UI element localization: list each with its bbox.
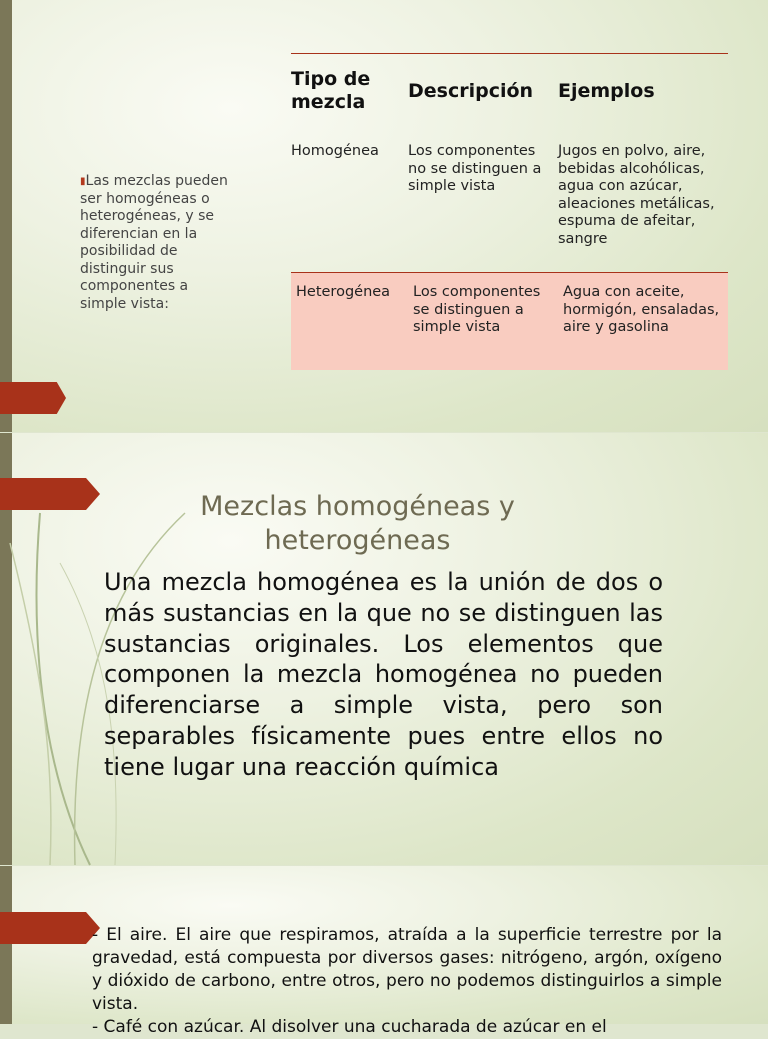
cell-row2-tipo: Heterogénea <box>296 284 391 300</box>
header-ejemplos: Ejemplos <box>558 80 655 102</box>
cell-row2-descripcion: Los componentes se distinguen a simple vista <box>413 284 541 336</box>
header-tipo: Tipo de mezcla <box>291 68 371 113</box>
cell-row1-tipo: Homogénea <box>291 143 379 159</box>
slide-3 <box>0 866 768 1037</box>
slide-body: Una mezcla homogénea es la unión de dos o más sustancias en la que no se distinguen las sustancias originales. Los elementos que componen la mezcla homogénea no pueden diferenciarse a simple vista, pero son separables físicamente pues entre ellos no tiene lugar una reacción química <box>104 568 663 781</box>
left-bar <box>0 866 12 1024</box>
left-bar <box>0 0 12 432</box>
example-cafe: - Café con azúcar. Al disolver una cucharada de azúcar en el <box>92 1017 607 1037</box>
slide-tag <box>0 382 66 414</box>
table-top-border <box>291 53 728 54</box>
slide-1 <box>0 0 768 432</box>
cell-row2-ejemplos: Agua con aceite, hormigón, ensaladas, aire y gasolina <box>563 284 720 336</box>
slide-2 <box>0 433 768 865</box>
cell-row1-descripcion: Los componentes no se distinguen a simple vista <box>408 143 542 195</box>
cell-row1-ejemplos: Jugos en polvo, aire, bebidas alcohólicas, agua con azúcar, aleaciones metálicas, espuma de afeitar, sangre <box>558 143 715 247</box>
intro-text-content: Las mezclas pueden ser homogéneas o heterogéneas, y se diferencian en la posibilidad de distinguir sus componentes a simple vista: <box>80 173 228 312</box>
slide-tag <box>0 912 100 944</box>
slide-title: Mezclas homogéneas y heterogéneas <box>200 491 515 556</box>
slide-tag <box>0 478 100 510</box>
example-aire: - El aire. El aire que respiramos, atraída a la superficie terrestre por la gravedad, está compuesta por diversos gases: nitrógeno, argón, oxígeno y dióxido de carbono, entre otros, pero no podemos distinguirlos a simple vista. <box>92 925 722 1014</box>
bullet-icon: ▮ <box>80 176 86 187</box>
slide-body <box>92 924 722 1039</box>
header-descripcion: Descripción <box>408 80 534 102</box>
intro-text <box>80 173 230 313</box>
